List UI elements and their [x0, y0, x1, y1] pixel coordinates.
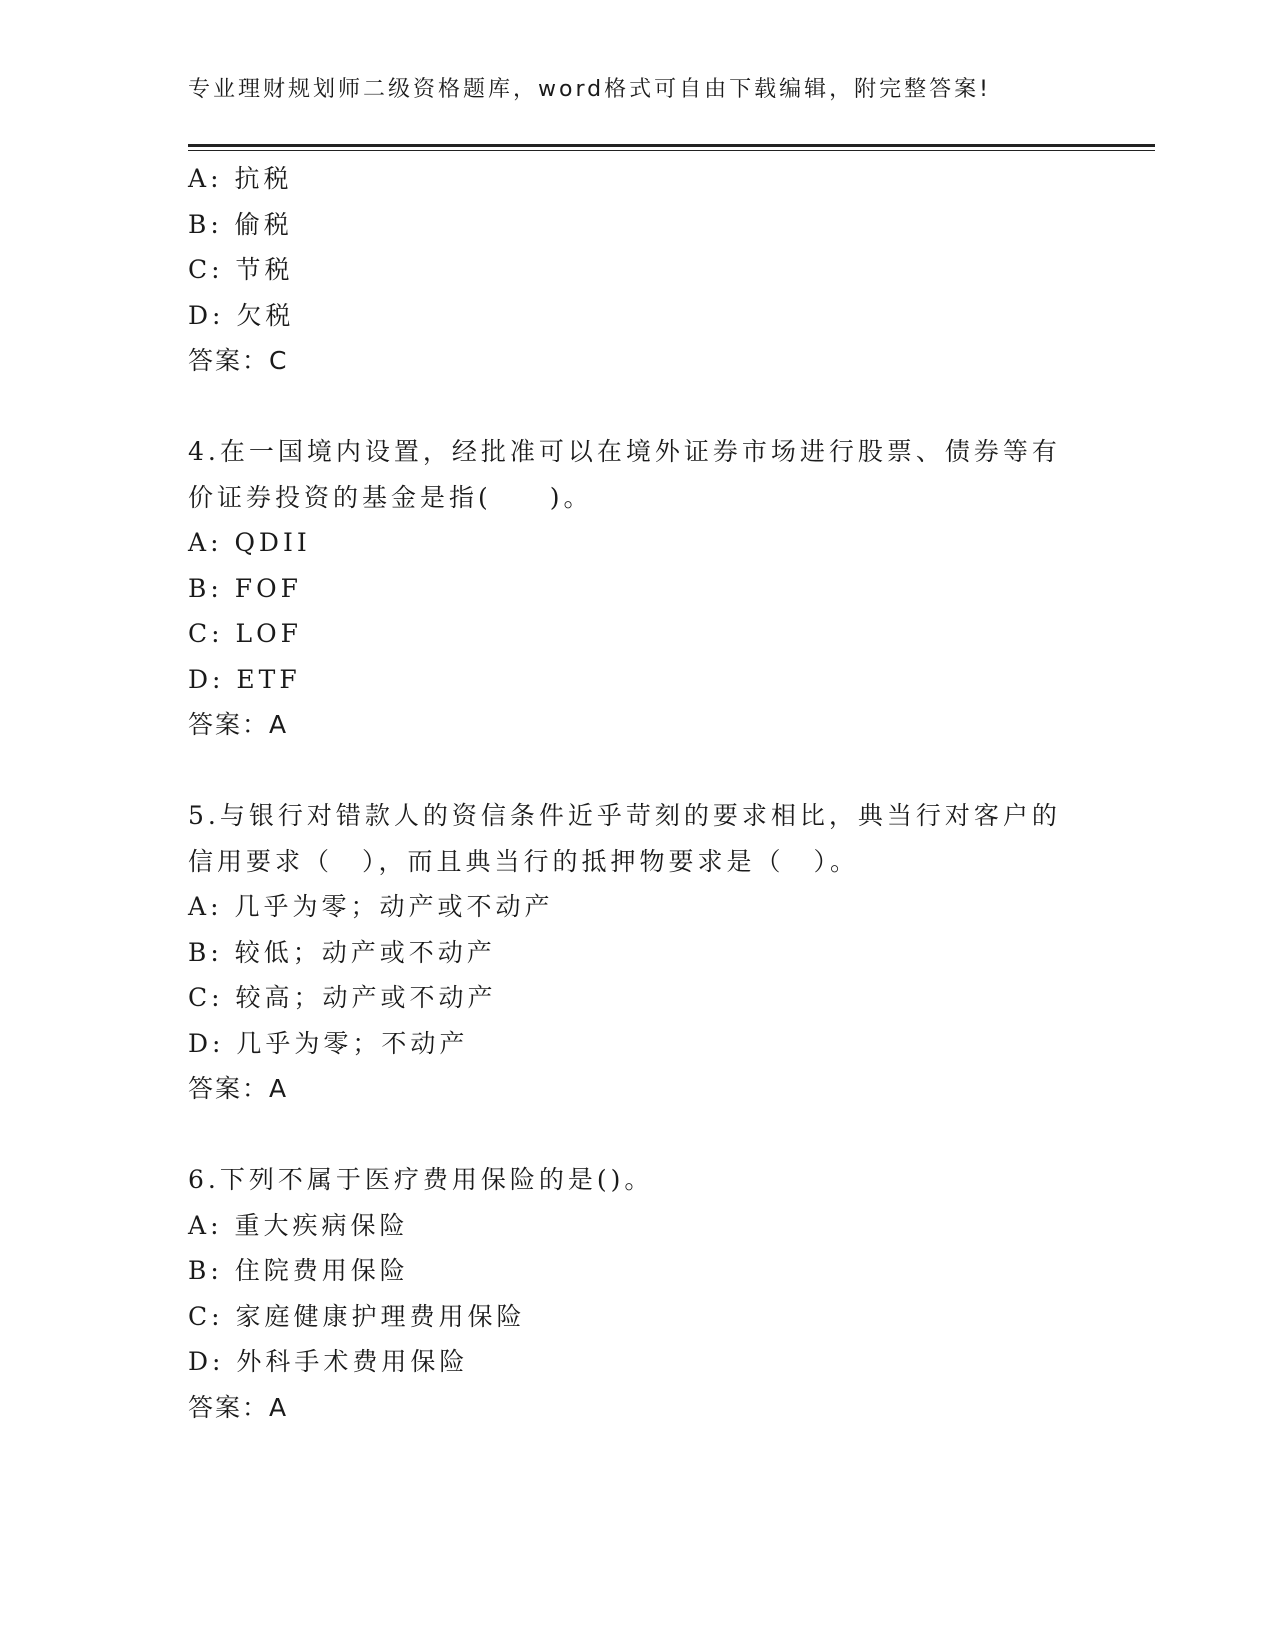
- option-key: C: [188, 983, 212, 1012]
- option-separator: :: [212, 300, 237, 330]
- question-content: [188, 156, 1088, 1430]
- option-row: [188, 520, 1088, 566]
- option-separator: :: [212, 1028, 237, 1058]
- option-key: A: [188, 164, 211, 193]
- answer-line: 答案：A: [188, 1074, 289, 1103]
- question-stem: 6.下列不属于医疗费用保险的是()。: [188, 1165, 654, 1194]
- option-key: D: [188, 1028, 213, 1058]
- option-key: A: [188, 892, 211, 921]
- option-row: [188, 202, 1088, 248]
- option-row: [188, 247, 1088, 293]
- option-text: 家庭健康护理费用保险: [235, 1301, 526, 1331]
- option-separator: :: [210, 937, 235, 967]
- option-key: D: [188, 664, 213, 694]
- option-text: 欠税: [236, 300, 295, 330]
- option-row: [188, 1294, 1088, 1340]
- option-text: 重大疾病保险: [234, 1210, 409, 1240]
- option-row: [188, 1021, 1088, 1067]
- option-text: 外科手术费用保险: [236, 1347, 469, 1376]
- question-stem: 价证券投资的基金是指( )。: [188, 482, 593, 512]
- spacer: [188, 384, 1088, 430]
- option-row: [188, 293, 1088, 339]
- option-text: 住院费用保险: [234, 1256, 409, 1285]
- option-separator: :: [210, 164, 235, 193]
- option-key: C: [188, 255, 212, 284]
- option-row: [188, 566, 1088, 612]
- option-key: D: [188, 1347, 213, 1376]
- header-divider-thick: [188, 144, 1155, 147]
- option-separator: :: [210, 528, 235, 557]
- page-header: 专业理财规划师二级资格题库，word格式可自由下载编辑，附完整答案!: [188, 77, 991, 102]
- option-row: [188, 1203, 1088, 1249]
- option-separator: :: [212, 664, 237, 694]
- option-row: [188, 611, 1088, 657]
- option-text: 节税: [235, 255, 294, 284]
- option-text: LOF: [235, 619, 302, 648]
- option-separator: :: [210, 209, 235, 239]
- option-row: [188, 1248, 1088, 1294]
- option-key: B: [188, 209, 211, 239]
- option-key: A: [188, 528, 211, 557]
- option-text: QDII: [234, 528, 311, 557]
- option-row: [188, 975, 1088, 1021]
- spacer: [188, 748, 1088, 794]
- option-key: B: [188, 573, 211, 603]
- option-text: 较低；动产或不动产: [234, 937, 496, 967]
- option-separator: :: [211, 619, 236, 648]
- option-text: 较高；动产或不动产: [235, 983, 497, 1012]
- option-key: A: [188, 1210, 211, 1240]
- option-text: ETF: [236, 664, 301, 694]
- option-key: C: [188, 619, 212, 648]
- option-separator: :: [210, 892, 235, 921]
- option-separator: :: [210, 1256, 235, 1285]
- option-row: [188, 657, 1088, 703]
- option-key: D: [188, 300, 213, 330]
- option-text: 偷税: [234, 209, 293, 239]
- option-separator: :: [212, 1347, 237, 1376]
- option-text: 抗税: [234, 164, 293, 193]
- option-row: [188, 1339, 1088, 1385]
- option-row: [188, 156, 1088, 202]
- option-key: B: [188, 937, 211, 967]
- option-separator: :: [210, 1210, 235, 1240]
- question-stem: 4.在一国境内设置，经批准可以在境外证券市场进行股票、债券等有: [188, 437, 1061, 466]
- option-separator: :: [210, 573, 235, 603]
- option-separator: :: [211, 255, 236, 284]
- option-row: [188, 884, 1088, 930]
- option-row: [188, 930, 1088, 976]
- answer-line: 答案：A: [188, 710, 289, 739]
- spacer: [188, 1112, 1088, 1158]
- answer-line: 答案：C: [188, 346, 289, 375]
- option-text: 几乎为零；不动产: [236, 1028, 469, 1058]
- option-separator: :: [211, 1301, 236, 1331]
- option-separator: :: [211, 983, 236, 1012]
- option-text: 几乎为零；动产或不动产: [234, 892, 554, 921]
- header-divider-thin: [188, 150, 1155, 151]
- question-stem: 信用要求（ ），而且典当行的抵押物要求是（ ）。: [188, 846, 860, 876]
- option-key: C: [188, 1301, 212, 1331]
- question-stem: 5.与银行对错款人的资信条件近乎苛刻的要求相比，典当行对客户的: [188, 801, 1061, 830]
- option-key: B: [188, 1256, 211, 1285]
- option-text: FOF: [234, 573, 302, 603]
- answer-line: 答案：A: [188, 1392, 289, 1422]
